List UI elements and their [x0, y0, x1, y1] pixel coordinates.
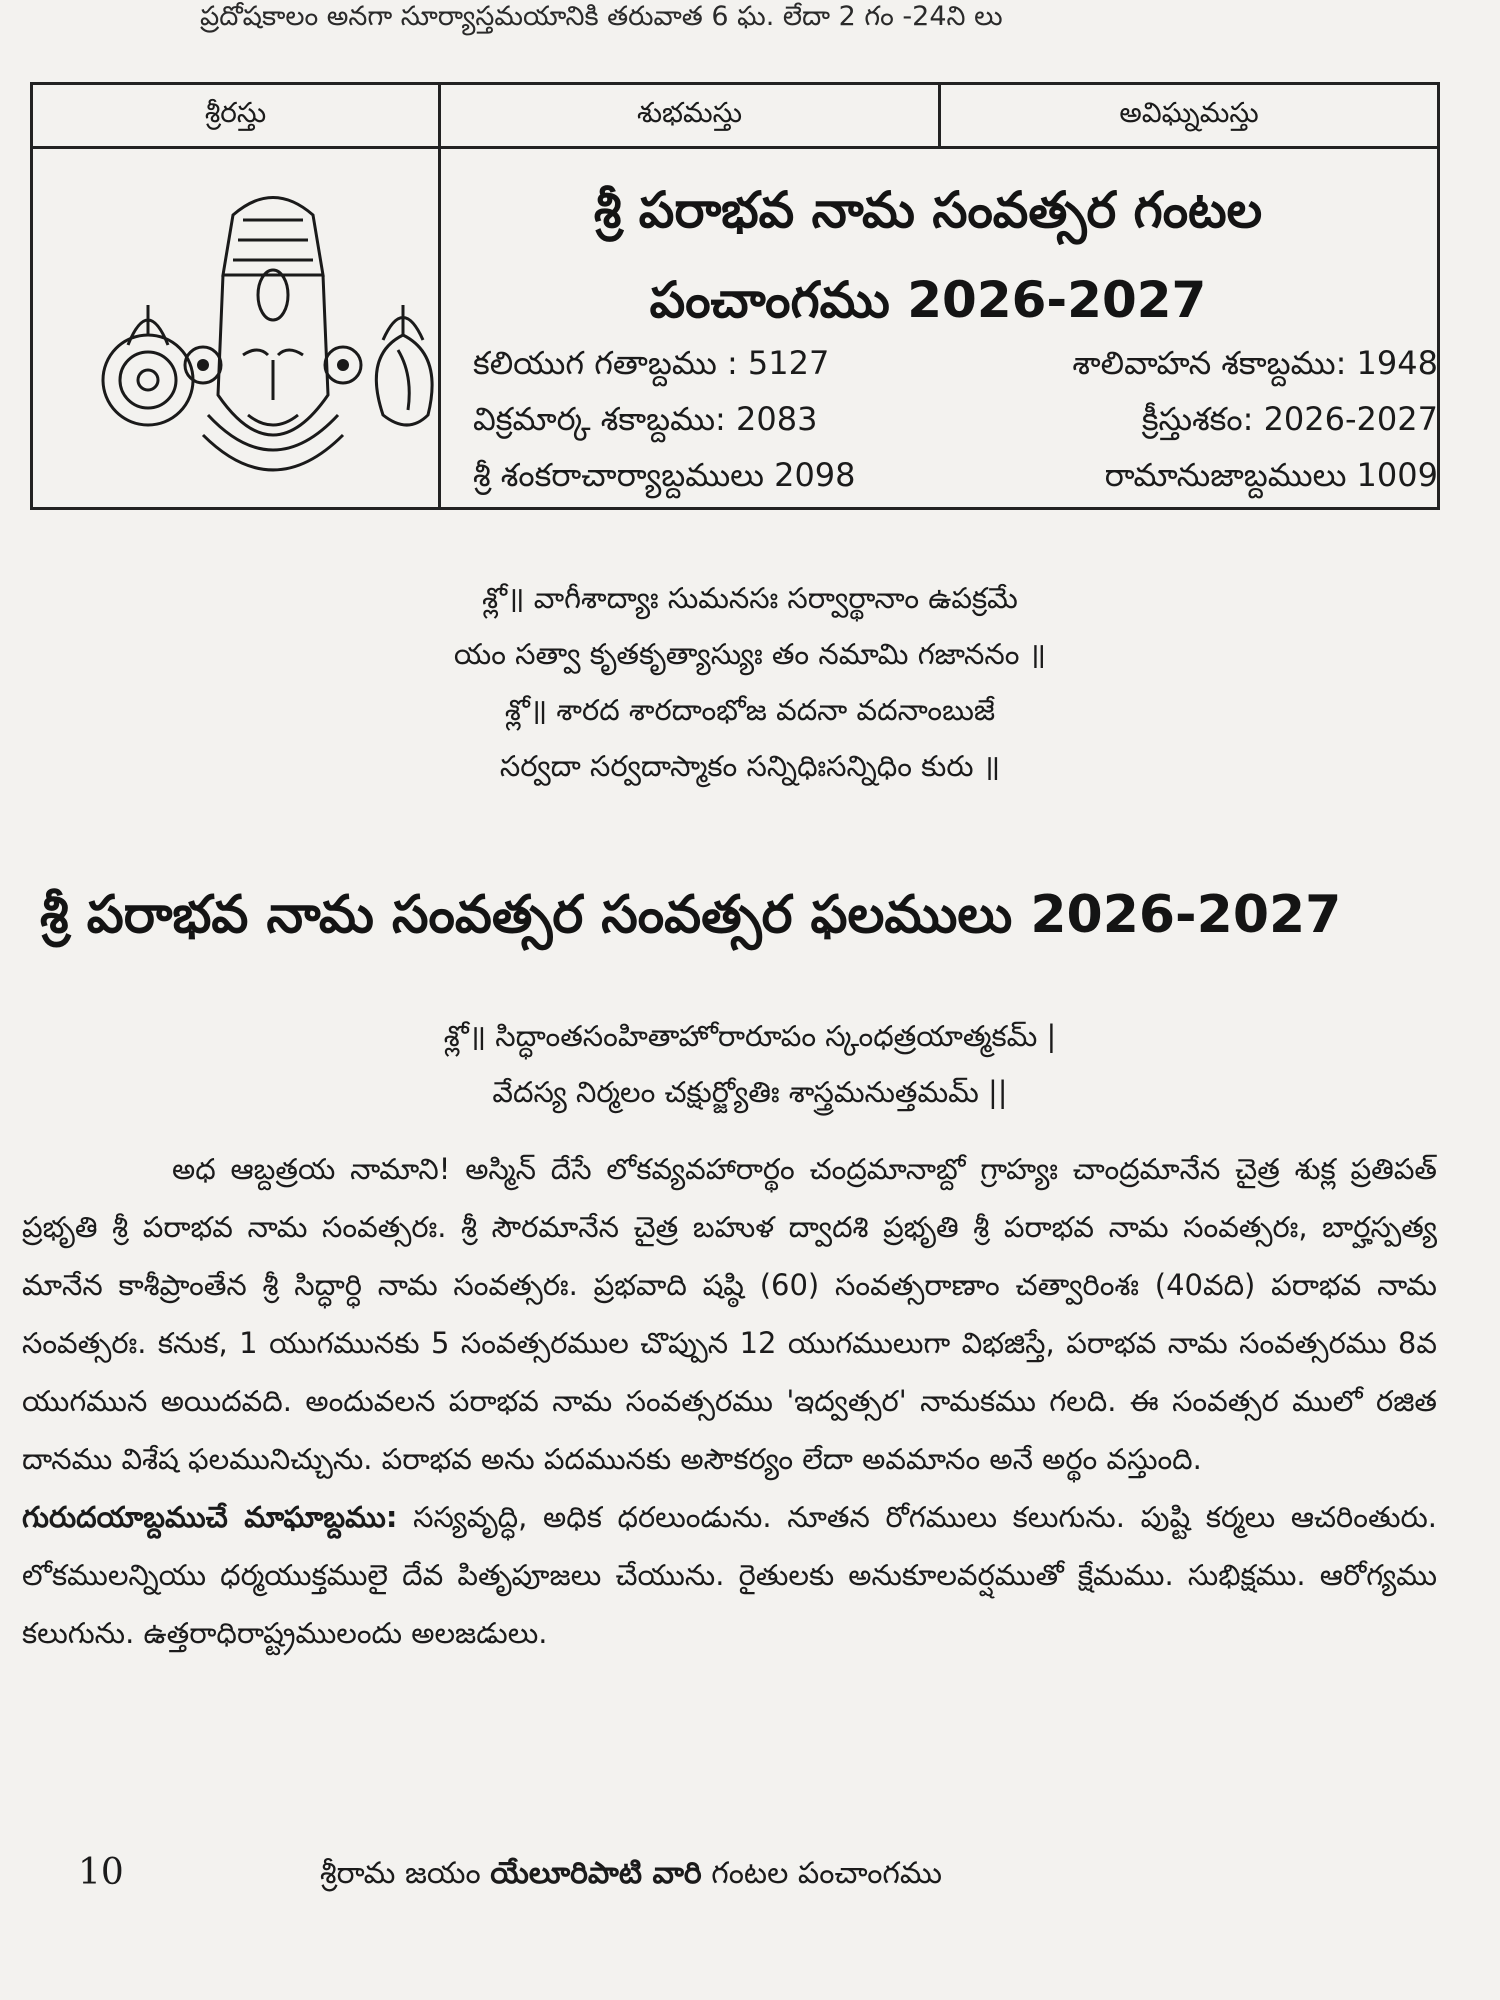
shloka-line: యం సత్వా కృతకృత్యాస్యుః తం నమామి గజాననం ॥ [453, 637, 1047, 671]
era-list-left [473, 335, 973, 503]
shloka-line: శ్లో॥ వాగీశాద్యాః సుమనసః సర్వార్థానాం ఉపక్రమే [482, 581, 1018, 615]
title-line-2: పంచాంగము 2026-2027 [649, 271, 1207, 329]
era-shankaracharya: శ్రీ శంకరాచార్యాబ్దములు 2098 [473, 456, 856, 494]
jyotisha-shloka [150, 1008, 1350, 1120]
title-line-1: శ్రీ పరాభవ నామ సంవత్సర గంటల [593, 181, 1263, 239]
era-shalivahana: శాలివాహన శకాబ్దము: 1948 [1072, 344, 1438, 382]
era-kaliyuga: కలియుగ గతాబ్దము : 5127 [473, 344, 830, 382]
shloka-line: వేదస్య నిర్మలం చక్షుర్జ్యోతిః శాస్త్రమనుత్తమమ్ || [492, 1075, 1008, 1109]
shloka-line: శ్లో॥ సిద్ధాంతసంహితాహోరారూపం స్కంధత్రయాత్మకమ్ | [443, 1019, 1057, 1053]
footer-publisher [320, 1856, 942, 1898]
column-divider [938, 85, 941, 149]
paragraph-predictions [22, 1488, 1437, 1662]
top-line-text: ప్రదోషకాలం అనగా సూర్యాస్తమయానికి తరువాత 6 ఘ. లేదా 2 గం -24ని లు [200, 1, 1003, 32]
footer-text-a: శ్రీరామ జయం [320, 1856, 481, 1891]
era-vikramarka: విక్రమార్క శకాబ్దము: 2083 [473, 400, 818, 438]
shloka-line: శ్లో॥ శారద శారదాంభోజ వదనా వదనాంబుజే [504, 693, 996, 727]
page-number: 10 [78, 1852, 124, 1893]
paragraph-lead: గురుదయాబ్దముచే మాఘాబ్దము: [22, 1500, 398, 1534]
footer-text-c: గంటల పంచాంగము [711, 1856, 943, 1891]
almanac-title [438, 165, 1418, 345]
header-cell-srirastu: శ్రీరస్తు [204, 95, 267, 129]
paragraph-year-names: అధ ఆబ్దత్రయ నామాని! అస్మిన్ దేసే లోకవ్యవహారార్థం చంద్రమానాబ్దో గ్రాహ్యః చాంద్రమానేన చైత్ర శుక్ల ప్రతిపత్ ప్రభృతి శ్రీ పరాభవ నామ సంవత్సరః. శ్రీ సౌరమానేన చైత్ర బహుళ ద్వాదశి ప్రభృతి శ్రీ పరాభవ నామ సంవత్సరః, బార్హస్పత్య మానేన కాశీప్రాంతేన శ్రీ సిద్ధార్ధి నామ సంవత్సరః. ప్రభవాది షష్ఠి (60) సంవత్సరాణాం చత్వారింశః (40వది) పరాభవ నామ సంవత్సరః. కనుక, 1 యుగమునకు 5 సంవత్సరముల చొప్పున 12 యుగములుగా విభజిస్తే, పరాభవ నామ సంవత్సరము 8వ యుగమున అయిదవది. అందువలన పరాభవ నామ సంవత్సరము 'ఇద్వత్సర' నామకము గలది. ఈ సంవత్సర ములో రజిత దానము విశేష ఫలమునిచ్చును. పరాభవ అను పదమునకు అసౌకర్యం లేదా అవమానం అనే అర్థం వస్తుంది. [22, 1152, 1437, 1476]
shloka-line: సర్వదా సర్వదాస్మాకం సన్నిధిఃసన్నిధిం కురు ॥ [499, 749, 1001, 783]
era-ramanuja: రామానుజాబ్దములు 1009 [1104, 456, 1438, 494]
header-table [30, 82, 1440, 510]
era-christian: క్రీస్తుశకం: 2026-2027 [1141, 400, 1438, 438]
header-cell-avighnamastu: అవిఘ్నమస్తు [1119, 95, 1259, 129]
invocation-shloka [200, 570, 1300, 794]
section-title: శ్రీ పరాభవ నామ సంవత్సర సంవత్సర ఫలములు 2026-2027 [40, 885, 1342, 945]
header-row [33, 85, 1437, 149]
paragraph-predictions-text: సస్యవృద్ధి, అధిక ధరలుండును. నూతన రోగములు కలుగును. పుష్టి కర్మలు ఆచరింతురు. లోకములన్నియు ధర్మయుక్తములై దేవ పితృపూజలు చేయును. రైతులకు అనుకూలవర్షముతో క్షేమము. సుభిక్షము. ఆరోగ్యము కలుగును. ఉత్తరాధిరాష్ట్రములందు అలజడులు. [22, 1500, 1437, 1650]
header-cell-subhamastu: శుభమస్తు [636, 95, 743, 129]
deity-emblem-icon [83, 185, 463, 505]
footer-text-b: యేలూరిపాటి వారి [490, 1856, 702, 1891]
body-text [22, 1140, 1437, 1662]
era-list-right [973, 335, 1438, 503]
